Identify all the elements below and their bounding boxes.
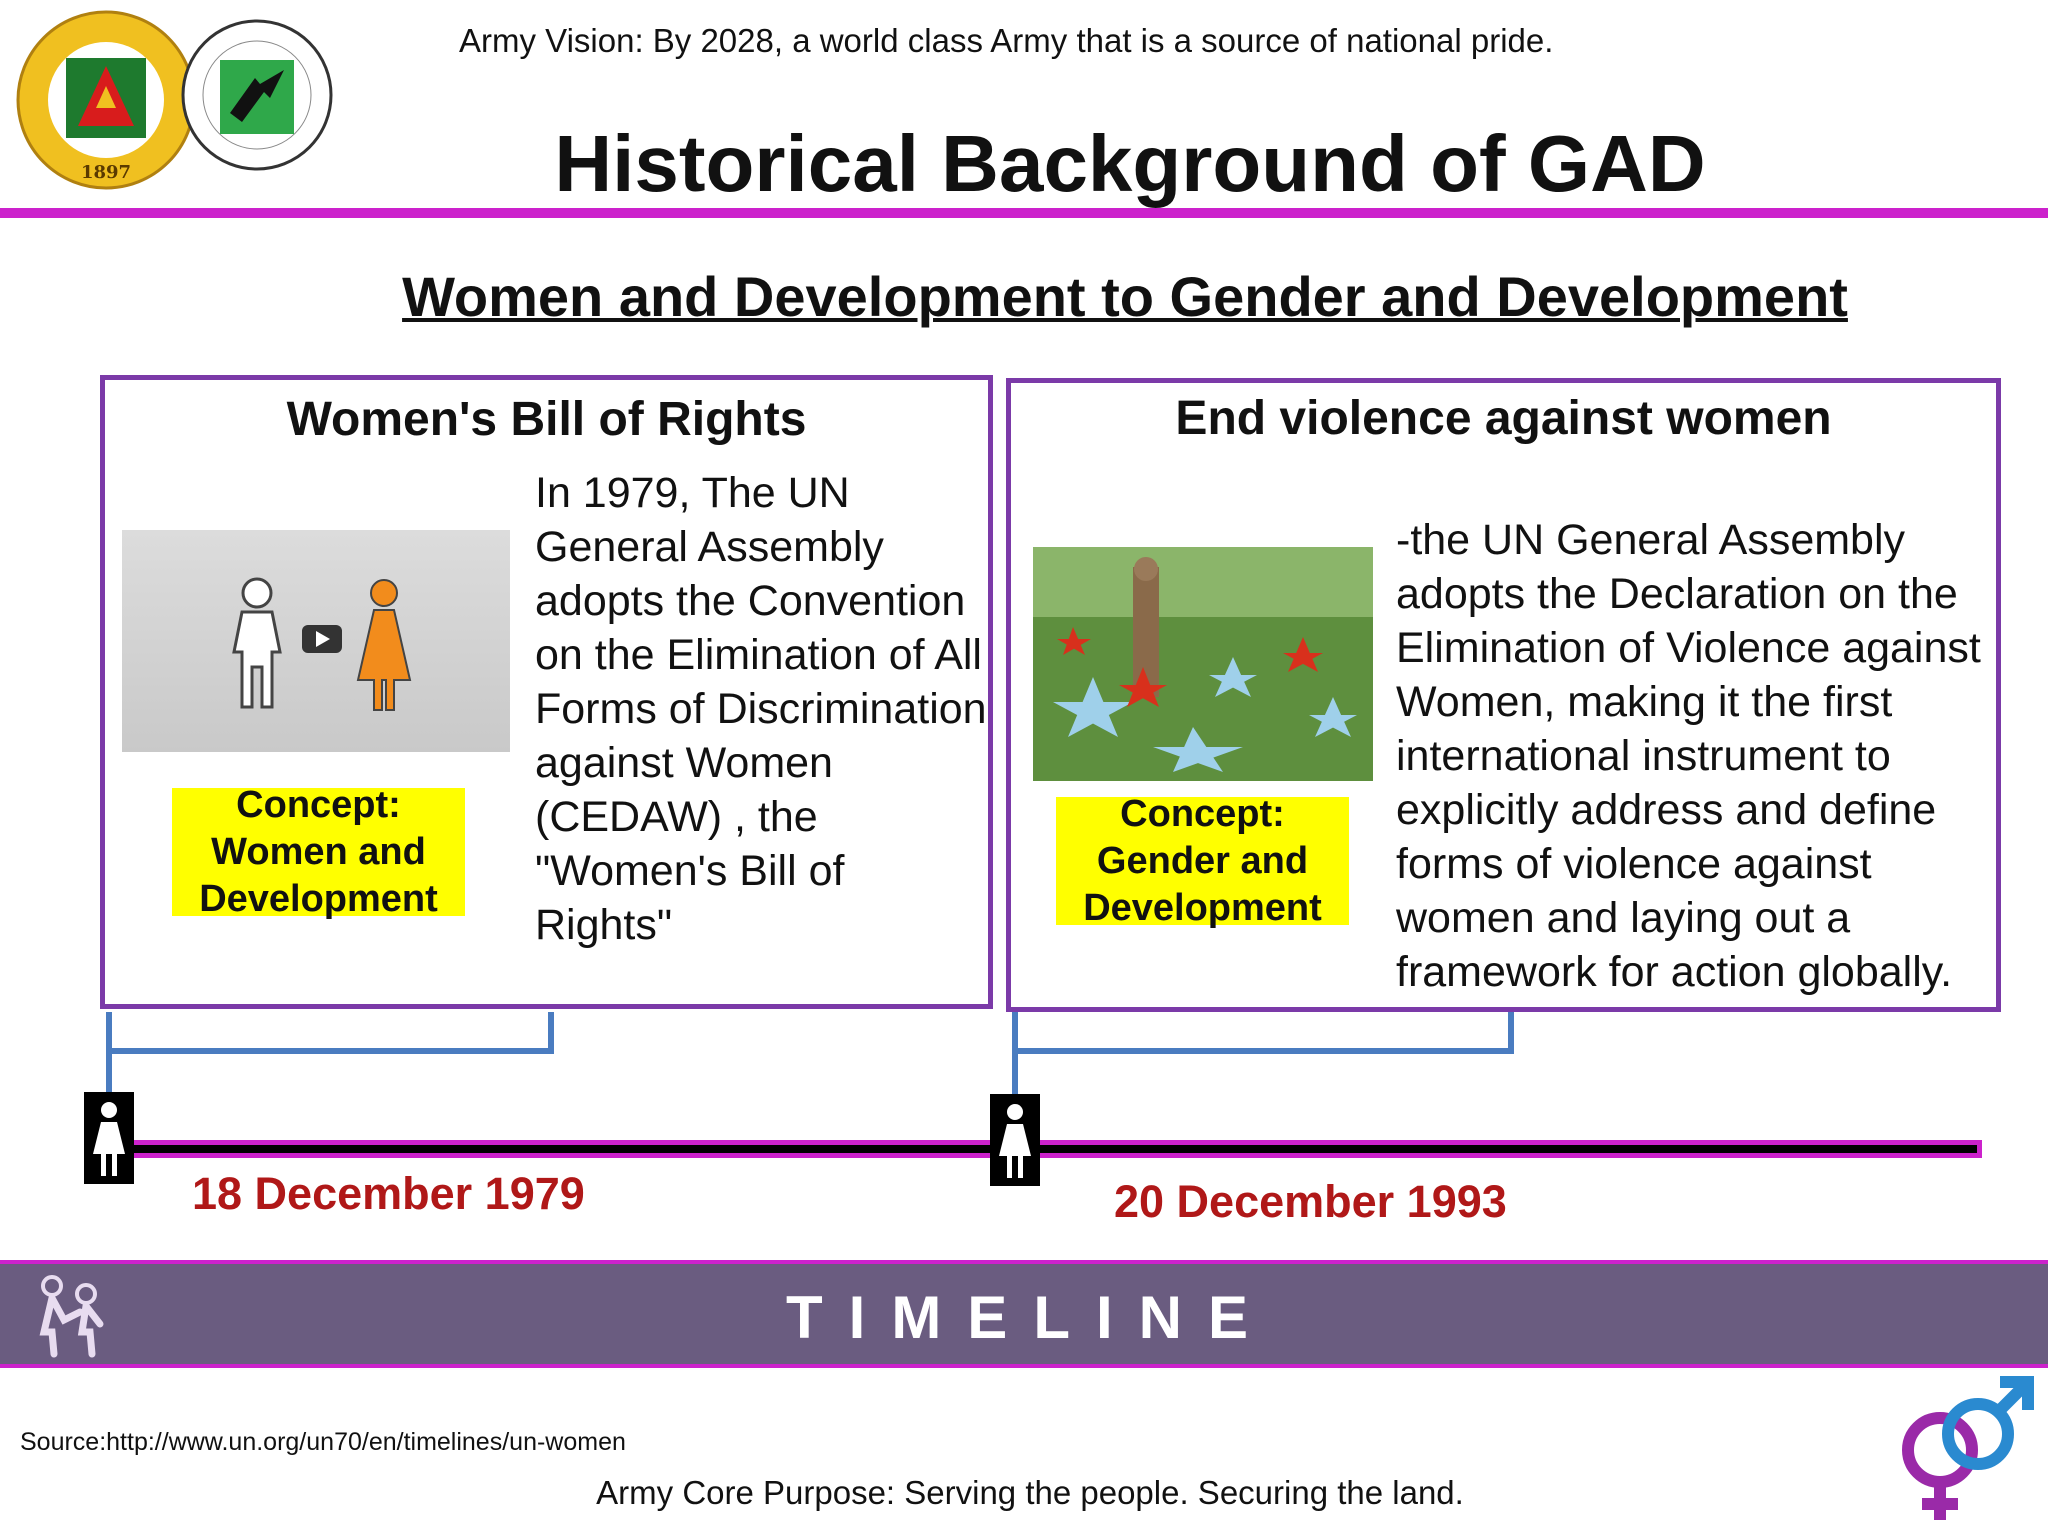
section-subtitle: Women and Development to Gender and Development [402, 265, 1848, 328]
page-title: Historical Background of GAD [554, 119, 1706, 208]
woman-marker-icon [990, 1094, 1040, 1186]
panel-body-text: -the UN General Assembly adopts the Declaration on the Elimination of Violence against Women, making it the first international instrument to explicitly address and define forms of violence against women and laying out a framework for action globally. [1396, 516, 1981, 996]
gender-symbol-icon [1880, 1370, 2040, 1530]
connector-drop [1012, 1042, 1018, 1094]
gad-office-seal-icon [180, 18, 335, 173]
panel-heading: End violence against women [1175, 392, 1832, 445]
timeline-connector [106, 1012, 554, 1054]
panel-womens-bill-of-rights [100, 375, 993, 1009]
timeline-connector [1012, 1012, 1514, 1054]
army-vision: Army Vision: By 2028, a world class Army that is a source of national pride. [459, 22, 1554, 59]
army-seal-icon [14, 8, 199, 193]
timeline-date: 18 December 1979 [192, 1168, 585, 1219]
timeline-date: 20 December 1993 [1114, 1176, 1507, 1227]
source-citation: Source:http://www.un.org/un70/en/timelines/un-women [20, 1428, 626, 1456]
video-thumbnail[interactable] [122, 530, 510, 752]
panel-body-text: In 1979, The UN General Assembly adopts the Convention on the Elimination of All Forms of Discrimination against Women (CEDAW) , the "Women's Bill of Rights" [535, 469, 987, 949]
band-border [0, 1364, 2048, 1368]
concept-badge: Concept: Gender and Development [1056, 797, 1349, 925]
concept-badge: Concept: Women and Development [172, 788, 465, 916]
connector-drop [106, 1042, 112, 1092]
panel-end-violence [1006, 378, 2001, 1012]
timeline-label: TIMELINE [786, 1284, 1274, 1351]
panel-heading: Women's Bill of Rights [286, 393, 807, 446]
memorial-photo [1033, 547, 1373, 781]
header-divider [0, 208, 2048, 218]
army-core-purpose: Army Core Purpose: Serving the people. Securing the land. [596, 1474, 1464, 1511]
woman-marker-icon [84, 1092, 134, 1184]
army-seal-year: 1897 [80, 162, 132, 183]
video-play-icon [302, 625, 342, 653]
family-icon [30, 1272, 110, 1358]
